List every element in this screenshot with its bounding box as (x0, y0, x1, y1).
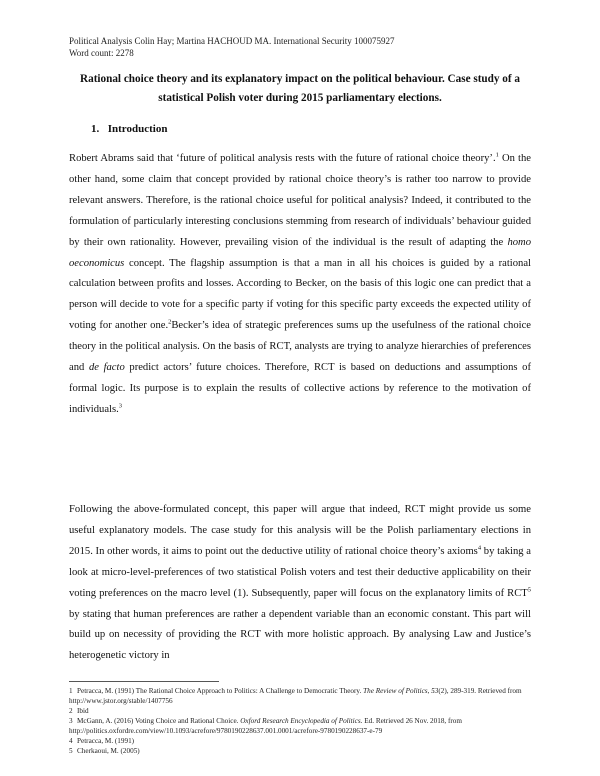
footnote (69, 736, 534, 746)
footnote-text: McGann, A. (2016) Voting Choice and Rational Choice. (77, 717, 241, 725)
footnote-text: Ibid (77, 707, 89, 715)
footnotes (69, 686, 534, 756)
footnote (69, 746, 534, 756)
footnote-ref-3: 3 (118, 402, 122, 410)
footnote (69, 706, 534, 716)
paragraph-thesis (69, 500, 531, 667)
footnote-ref-4: 4 (477, 544, 482, 552)
p1-text-1: Robert Abrams said that ‘future of political analysis rests with the future of rational choice theory’. (69, 153, 496, 164)
header-word-count: Word count: 2278 (69, 48, 134, 58)
p2-text-1: Following the above-formulated concept, this paper will argue that indeed, RCT might provide us some useful explanatory models. The case study for this analysis will be the Polish parliamentary elections in 2015. In other words, it aims to point out the deductive utility of rational choice theory’s axioms (69, 504, 531, 557)
footnote-number: 4 (69, 737, 73, 745)
footnote-number: 5 (69, 747, 73, 755)
footnote (69, 716, 534, 736)
footnote-ref-2: 2 (168, 318, 172, 326)
p1-italic-de-facto: de facto (88, 362, 125, 374)
document-title: Rational choice theory and its explanatory impact on the political behaviour. Case study of a statistical Polish voter during 2015 parliamentary elections. (80, 73, 520, 104)
footnote-ref-1: 1 (495, 151, 499, 159)
footnote-text-end: Ed. Retrieved 26 Nov. 2018, from http://politics.oxfordre.com/view/10.1093/acrefore/9780190228637.001.0001/acrefore-9780190228637-e-79 (69, 717, 462, 735)
footnote-ref-5: 5 (527, 586, 531, 594)
section-title: Introduction (107, 123, 168, 135)
p2-text-2: by taking a look at micro-level-preferences of two statistical Polish voters and test their deductive applicability on their voting preferences on the macro level (1). Subsequently, paper will focus on the explanatory limits of RCT (69, 545, 531, 599)
paragraph-introduction (69, 149, 531, 421)
p1-text-4: Becker’s idea of strategic preferences sums up the usefulness of the rational choice theory in the political analysis. On the basis of RCT, analysts are trying to analyze hierarchies of preferences and (69, 320, 531, 374)
header-author-line: Political Analysis Colin Hay; Martina HACHOUD MA. International Security 100075927 (69, 36, 395, 46)
footnote-italic: Oxford Research Encyclopedia of Politics. (240, 717, 363, 725)
footnote (69, 686, 534, 706)
section-number: 1. (91, 123, 100, 135)
footnote-text: Petracca, M. (1991) (77, 737, 135, 745)
footnote-separator (69, 681, 219, 682)
footnote-text: Petracca, M. (1991) The Rational Choice Approach to Politics: A Challenge to Democratic Theory. (77, 687, 364, 695)
footnote-number: 2 (69, 707, 73, 715)
footnote-text: Cherkaoui, M. (2005) (77, 747, 140, 755)
footnote-text-end: (2), 289-319. Retrieved from http://www.jstor.org/stable/1407756 (69, 687, 522, 705)
p2-text-3: by stating that human preferences are rather a dependent variable than an economic constant. This part will build up on necessity of providing the RCT with more holistic approach. By analysing Law and Justice’s heterogenetic victory in (69, 608, 531, 662)
page-header (69, 35, 539, 59)
section-heading (91, 123, 167, 135)
p1-text-5: predict actors’ future choices. Therefore, RCT is based on deductions and assumptions of formal logic. Its purpose is to explain the results of collective actions by reference to the motivation of individuals. (69, 362, 531, 415)
p1-text-2: On the other hand, some claim that concept provided by rational choice theory’s is rather too narrow to provide relevant answers. Therefore, is the rational choice useful for political analysis? Indeed, it contributed to the formulation of particularly interesting conclusions stemming from research of individuals’ behaviour guided by their own rationality. However, prevailing vision of the individual is the result of adapting the (69, 153, 531, 248)
p1-text-3: concept. The flagship assumption is that a man in all his choices is guided by a rational calculation between profits and losses. According to Becker, on the basis of this logic one can predict that a person will decide to vote for a specific party if voting for this specific party exceeds the expected utility of voting for another one. (69, 257, 531, 332)
footnote-italic: The Review of Politics, 53 (363, 687, 439, 695)
p1-italic-homo-oeconomicus: homo oeconomicus (69, 236, 531, 269)
footnote-number: 3 (69, 717, 73, 725)
footnote-number: 1 (69, 687, 73, 695)
